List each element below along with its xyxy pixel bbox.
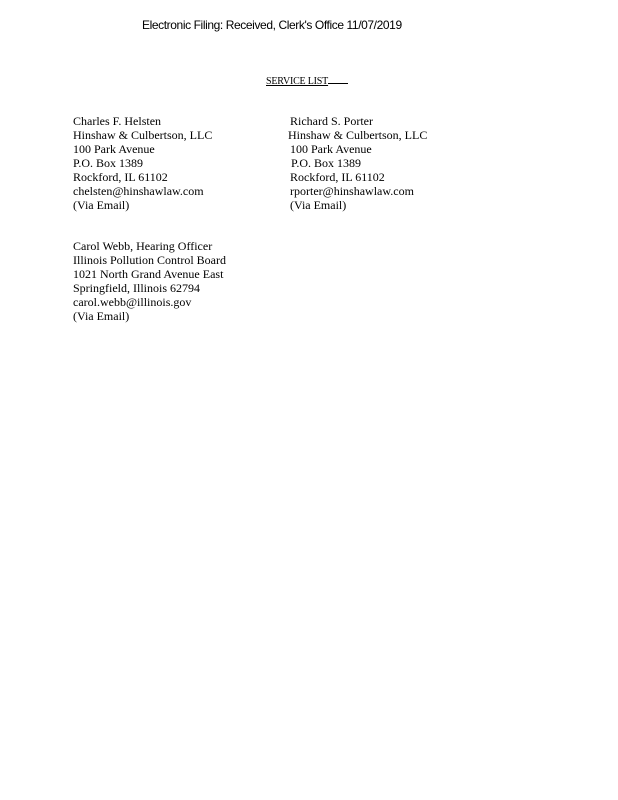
recipient-po-box: P.O. Box 1389 bbox=[291, 156, 362, 170]
recipient-firm: Hinshaw & Culbertson, LLC bbox=[73, 128, 213, 142]
recipient-helsten bbox=[73, 114, 212, 212]
recipient-city: Rockford, IL 61102 bbox=[290, 170, 385, 184]
recipient-email: chelsten@hinshawlaw.com bbox=[73, 184, 204, 198]
recipient-delivery: (Via Email) bbox=[73, 198, 130, 212]
recipient-name: Charles F. Helsten bbox=[73, 114, 162, 128]
recipient-email: rporter@hinshawlaw.com bbox=[290, 184, 414, 198]
service-list-title-text: SERVICE LIST bbox=[266, 76, 329, 87]
recipient-city: Springfield, Illinois 62794 bbox=[73, 281, 200, 295]
recipient-city: Rockford, IL 61102 bbox=[73, 170, 168, 184]
recipient-organization: Illinois Pollution Control Board bbox=[73, 253, 227, 267]
recipient-delivery: (Via Email) bbox=[290, 198, 347, 212]
recipient-webb bbox=[73, 239, 226, 323]
recipient-name: Carol Webb, Hearing Officer bbox=[73, 239, 213, 253]
recipient-street: 100 Park Avenue bbox=[73, 142, 155, 156]
recipient-firm: Hinshaw & Culbertson, LLC bbox=[288, 128, 428, 142]
recipient-porter bbox=[288, 114, 427, 212]
electronic-filing-stamp: Electronic Filing: Received, Clerk's Office 11/07/2019 bbox=[142, 18, 402, 32]
recipient-po-box: P.O. Box 1389 bbox=[73, 156, 144, 170]
recipient-name: Richard S. Porter bbox=[290, 114, 373, 128]
recipient-delivery: (Via Email) bbox=[73, 309, 130, 323]
recipient-street: 1021 North Grand Avenue East bbox=[73, 267, 224, 281]
service-list-title bbox=[266, 74, 348, 87]
title-underline-fill bbox=[328, 74, 348, 84]
recipient-email: carol.webb@illinois.gov bbox=[73, 295, 192, 309]
recipient-street: 100 Park Avenue bbox=[290, 142, 372, 156]
